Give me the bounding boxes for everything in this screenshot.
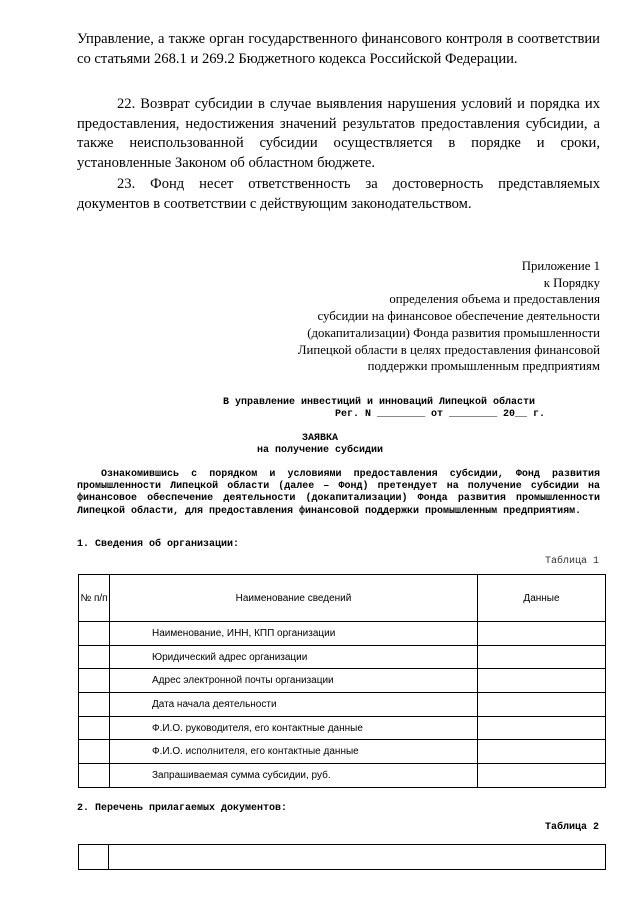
row-label: Ф.И.О. исполнителя, его контактные данные xyxy=(110,740,478,764)
appendix-header-line: (докапитализации) Фонда развития промышленности xyxy=(307,325,600,340)
data-input-cell[interactable] xyxy=(478,716,606,740)
registration-line: Рег. N ________ от ________ 20__ г. xyxy=(335,409,546,420)
data-input-cell[interactable] xyxy=(478,693,606,717)
attached-documents-table xyxy=(78,844,606,870)
table-2-caption: Таблица 2 xyxy=(544,822,599,833)
row-label: Адрес электронной почты организации xyxy=(110,669,478,693)
organization-info-table xyxy=(78,574,606,788)
table-row xyxy=(79,669,606,693)
data-input-cell[interactable] xyxy=(478,622,606,646)
table-1-caption: Таблица 1 xyxy=(544,556,599,567)
row-number-cell xyxy=(79,845,109,870)
table-row xyxy=(79,645,606,669)
form-subtitle: на получение субсидии xyxy=(256,445,384,456)
appendix-header-line: поддержки промышленным предприятиям xyxy=(367,359,600,374)
table-row xyxy=(79,764,606,788)
table-row xyxy=(79,716,606,740)
form-title-block xyxy=(0,433,640,457)
appendix-header xyxy=(270,258,600,375)
row-label: Ф.И.О. руководителя, его контактные данные xyxy=(110,716,478,740)
appendix-header-line: к Порядку xyxy=(543,275,600,290)
form-addressee: В управление инвестиций и инноваций Липецкой области xyxy=(223,397,536,408)
row-number-cell xyxy=(79,645,110,669)
paragraph-23: 23. Фонд несет ответственность за достоверность представляемых документов в соответствии с действующим законодательством. xyxy=(77,176,600,212)
form-intro: Ознакомившись с порядком и условиями предоставления субсидии, Фонд развития промышленности Липецкой области (далее – Фонд) претендует на получение субсидии на финансовое обеспечение деятельности (докапитализации) Фонда развития промышленности Липецкой области, для предоставления финансовой поддержки промышленным предприятиям. xyxy=(77,469,600,517)
document-input-cell[interactable] xyxy=(109,845,606,870)
table-row xyxy=(79,845,606,870)
row-number-cell xyxy=(79,764,110,788)
data-input-cell[interactable] xyxy=(478,764,606,788)
row-label: Дата начала деятельности xyxy=(110,693,478,717)
data-input-cell[interactable] xyxy=(478,645,606,669)
form-title: ЗАЯВКА xyxy=(301,433,338,444)
paragraph-22: 22. Возврат субсидии в случае выявления нарушения условий и порядка их предоставления, недостижения значений результатов предоставления субсидии, а также неиспользованной субсидии осуществляется в порядке и сроки, установленные Законом об областном бюджете. xyxy=(77,96,600,171)
column-header-number: № п/п xyxy=(79,575,110,622)
column-header-name: Наименование сведений xyxy=(110,575,478,622)
row-number-cell xyxy=(79,693,110,717)
table-row xyxy=(79,622,606,646)
data-input-cell[interactable] xyxy=(478,740,606,764)
row-number-cell xyxy=(79,716,110,740)
appendix-header-line: определения объема и предоставления xyxy=(389,292,600,307)
row-number-cell xyxy=(79,740,110,764)
section-2-heading: 2. Перечень прилагаемых документов: xyxy=(77,803,288,814)
table-row xyxy=(79,740,606,764)
row-label: Наименование, ИНН, КПП организации xyxy=(110,622,478,646)
table-header-row xyxy=(79,575,606,622)
column-header-data: Данные xyxy=(478,575,606,622)
section-1-heading: 1. Сведения об организации: xyxy=(77,539,240,550)
table-row xyxy=(79,693,606,717)
row-label: Запрашиваемая сумма субсидии, руб. xyxy=(110,764,478,788)
row-number-cell xyxy=(79,622,110,646)
data-input-cell[interactable] xyxy=(478,669,606,693)
row-number-cell xyxy=(79,669,110,693)
appendix-header-line: Приложение 1 xyxy=(521,259,600,273)
row-label: Юридический адрес организации xyxy=(110,645,478,669)
paragraph-control-authority: Управление, а также орган государственного финансового контроля в соответствии со статьями 268.1 и 269.2 Бюджетного кодекса Российской Федерации. xyxy=(77,31,600,67)
appendix-header-line: субсидии на финансовое обеспечение деятельности xyxy=(317,309,600,324)
appendix-header-line: Липецкой области в целях предоставления финансовой xyxy=(297,342,600,357)
